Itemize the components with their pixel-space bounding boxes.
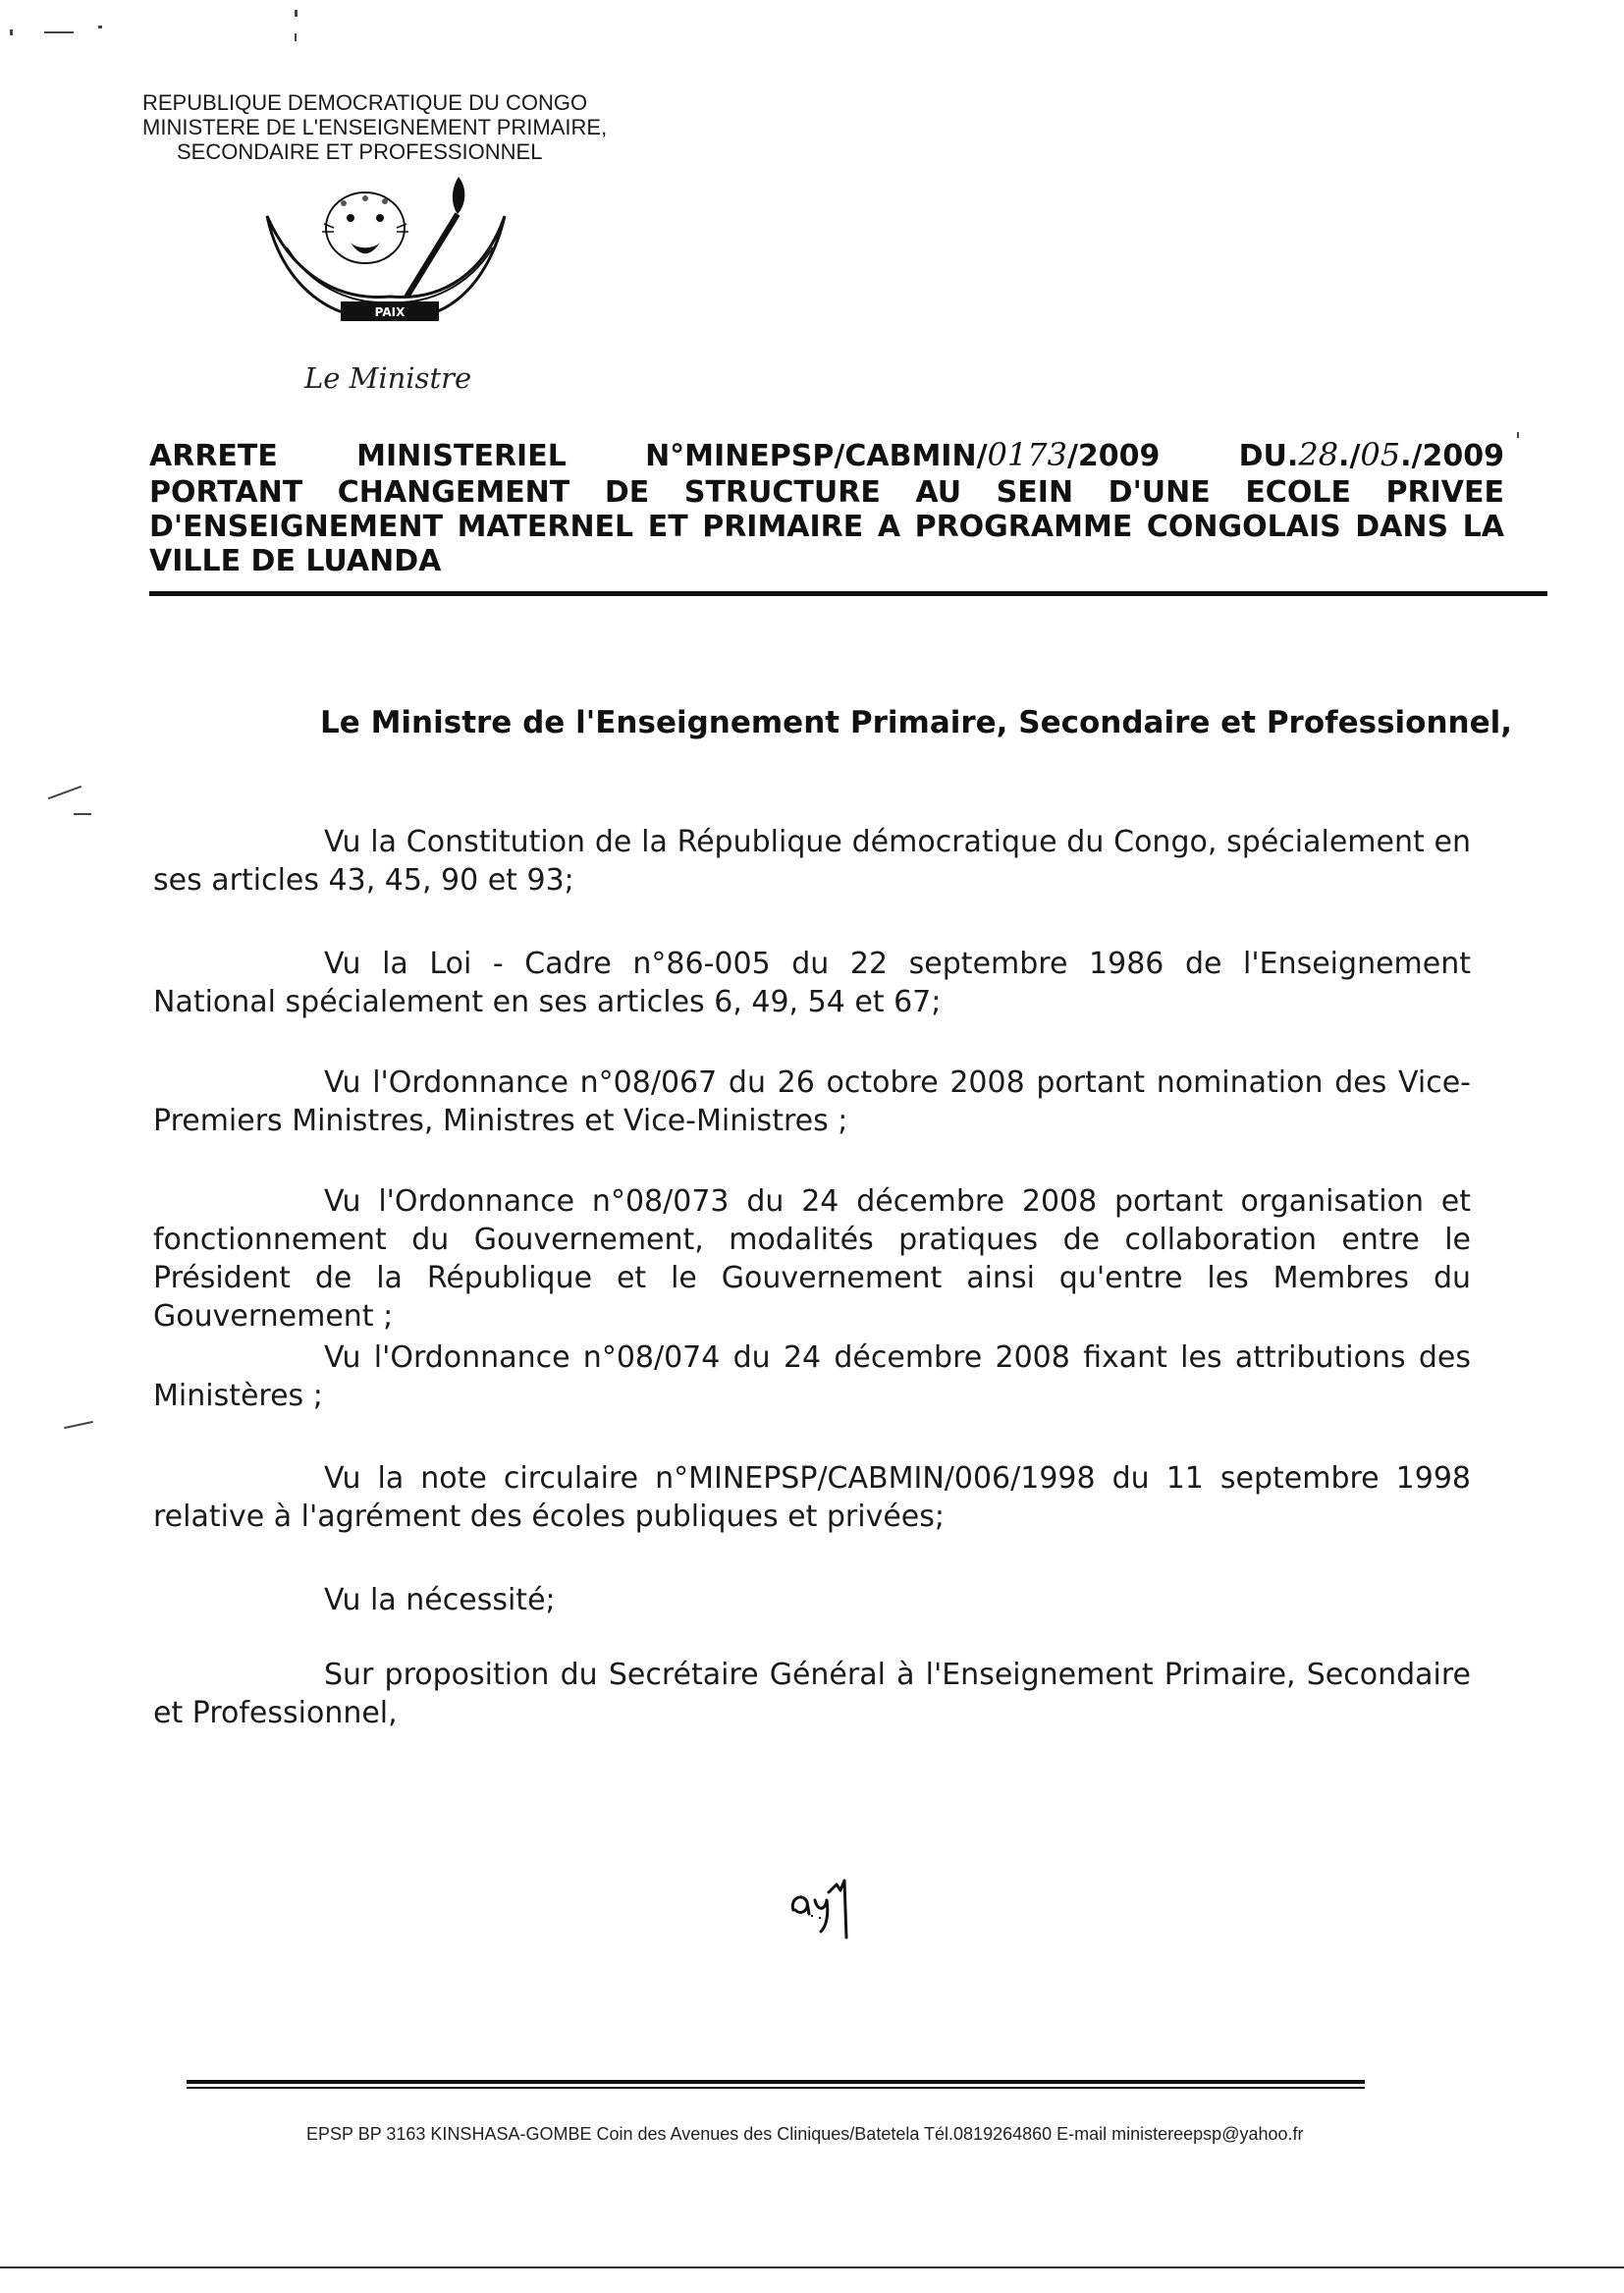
handwritten-day: 28	[1298, 436, 1339, 473]
footer-rule-thin	[187, 2087, 1365, 2089]
recital-note-circulaire: Vu la note circulaire n°MINEPSP/CABMIN/006/1998 du 11 septembre 1998 relative à l'agrément des écoles publiques et privées;	[153, 1461, 1471, 1534]
page-bottom-edge	[0, 2266, 1624, 2268]
decree-subject-line-3: VILLE DE LUANDA	[149, 544, 442, 578]
title-word-arrete: ARRETE	[149, 439, 278, 473]
letterhead-ministry: MINISTERE DE L'ENSEIGNEMENT PRIMAIRE,	[142, 115, 608, 139]
title-underline	[149, 591, 1547, 596]
recital-proposition: Sur proposition du Secrétaire Général à l'Enseignement Primaire, Secondaire et Professionnel,	[153, 1658, 1471, 1730]
signatory-title: Le Ministre	[304, 361, 472, 395]
recital-constitution: Vu la Constitution de la République démocratique du Congo, spécialement en ses articles 43, 45, 90 et 93;	[153, 825, 1471, 898]
decree-number: N°MINEPSP/CABMIN/0173/2009	[645, 436, 1161, 473]
scan-speck	[1517, 432, 1519, 438]
handwritten-initials	[785, 1871, 864, 1939]
recital-ordonnance-067: Vu l'Ordonnance n°08/067 du 26 octobre 2008 portant nomination des Vice-Premiers Ministres, Ministres et Vice-Ministres ;	[153, 1065, 1471, 1138]
handwritten-number: 0173	[987, 436, 1067, 473]
scan-speck	[295, 33, 297, 41]
decree-date: DU.28./05./2009	[1238, 436, 1504, 473]
footer-address: EPSP BP 3163 KINSHASA-GOMBE Coin des Avenues des Cliniques/Batetela Tél.0819264860 E-mail ministereepsp@yahoo.fr	[306, 2124, 1304, 2144]
scan-speck	[74, 813, 91, 815]
scan-speck	[48, 786, 82, 799]
recital-necessite: Vu la nécessité;	[324, 1583, 556, 1617]
letterhead-ministry-cont: SECONDAIRE ET PROFESSIONNEL	[177, 139, 543, 164]
recital-loi-cadre: Vu la Loi - Cadre n°86-005 du 22 septembre 1986 de l'Enseignement National spécialement en ses articles 6, 49, 54 et 67;	[153, 947, 1471, 1019]
svg-text:PAIX: PAIX	[374, 305, 406, 319]
scan-speck	[44, 31, 74, 33]
decree-subject-line-2: D'ENSEIGNEMENT MATERNEL ET PRIMAIRE A PROGRAMME CONGOLAIS DANS LA	[149, 510, 1504, 544]
handwritten-month: 05	[1360, 436, 1401, 473]
scan-speck	[10, 29, 13, 35]
decree-subject-line-1: PORTANT CHANGEMENT DE STRUCTURE AU SEIN D'UNE ECOLE PRIVEE	[149, 475, 1504, 510]
recital-ordonnance-073: Vu l'Ordonnance n°08/073 du 24 décembre 2008 portant organisation et fonctionnement du Gouvernement, modalités pratiques de collaboration entre le Président de la République et le Gouvernement ainsi qu'entre les Membres du Gouvernement ;	[153, 1184, 1471, 1334]
footer-rule	[187, 2080, 1365, 2084]
scan-speck	[64, 1421, 93, 1429]
scan-speck	[295, 10, 298, 17]
decree-reference-line	[149, 438, 1504, 473]
minister-heading: Le Ministre de l'Enseignement Primaire, Secondaire et Professionnel,	[320, 705, 1513, 740]
letterhead-republic: REPUBLIQUE DEMOCRATIQUE DU CONGO	[142, 90, 588, 115]
coat-of-arms-icon	[257, 169, 513, 341]
title-word-ministeriel: MINISTERIEL	[356, 439, 567, 473]
scan-speck	[98, 26, 102, 28]
recital-ordonnance-074: Vu l'Ordonnance n°08/074 du 24 décembre 2008 fixant les attributions des Ministères ;	[153, 1340, 1471, 1413]
